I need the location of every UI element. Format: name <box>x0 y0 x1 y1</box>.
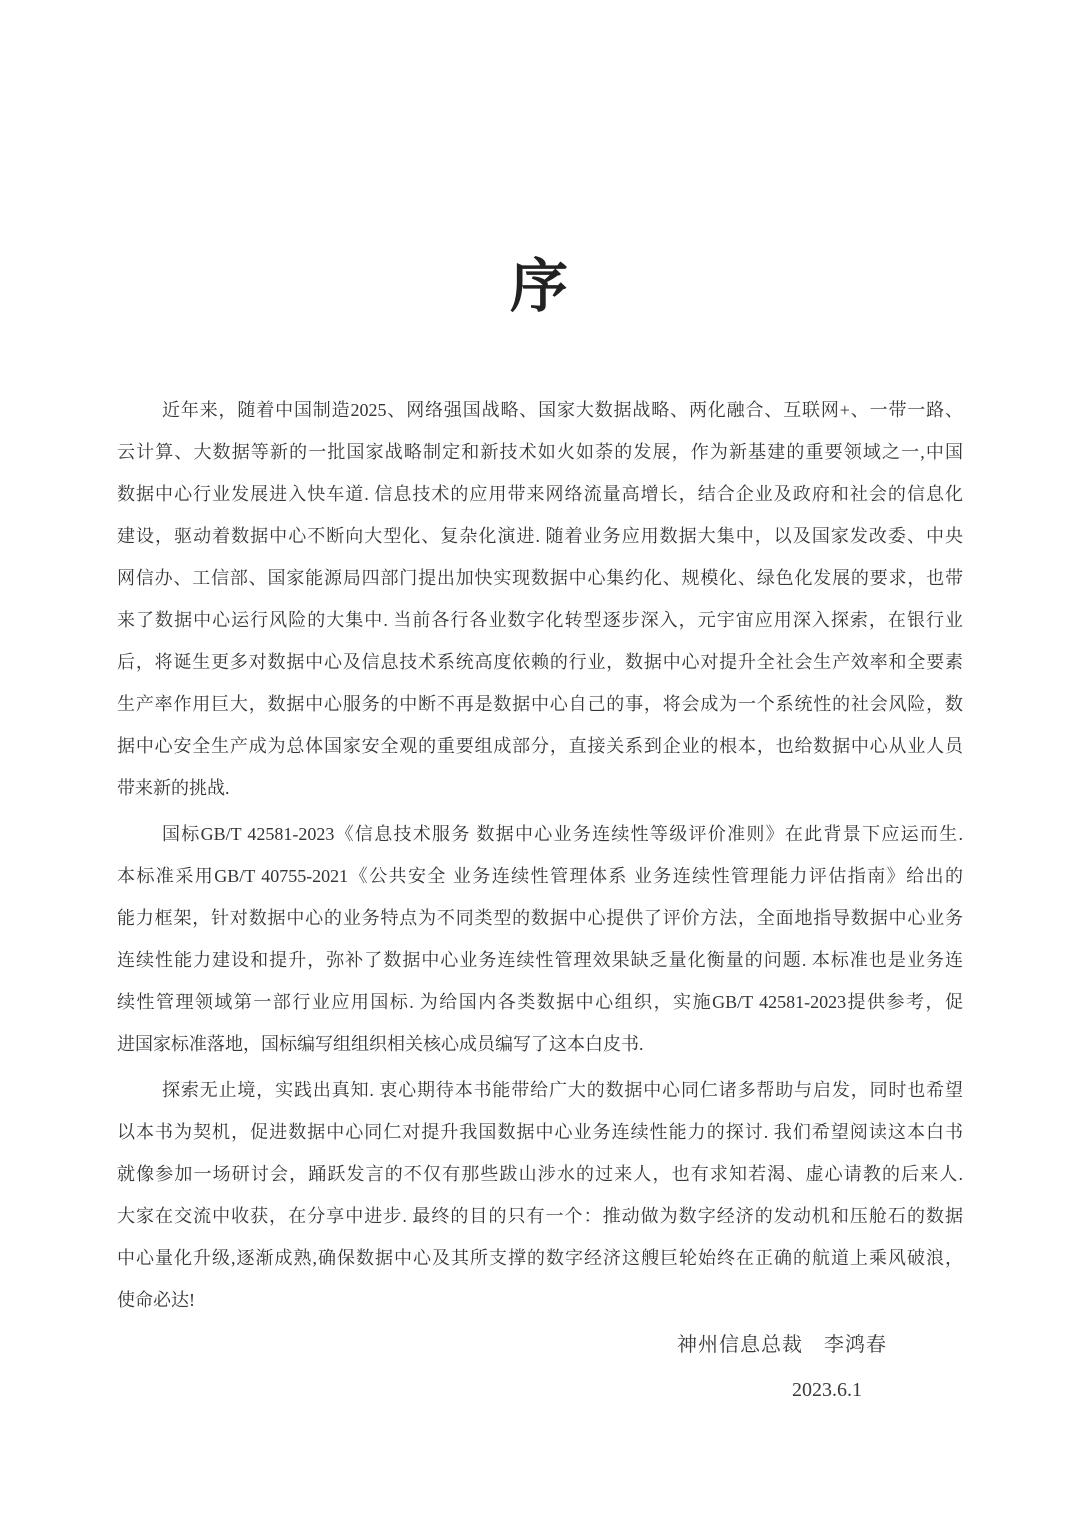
text-line: 使命必达! <box>117 1290 195 1310</box>
text-line: 生产率作用巨大，数据中心服务的中断不再是数据中心自己的事，将会成为一个系统性的社会风险，数 <box>117 694 963 714</box>
text-line: 数据中心行业发展进入快车道. 信息技术的应用带来网络流量高增长，结合企业及政府和社会的信息化 <box>117 484 963 504</box>
paragraph-3 <box>117 1069 963 1321</box>
text-line: 本标准采用GB/T 40755-2021《公共安全 业务连续性管理体系 业务连续性管理能力评估指南》给出的 <box>117 866 963 886</box>
text-line: 建设，驱动着数据中心不断向大型化、复杂化演进. 随着业务应用数据大集中，以及国家发改委、中央 <box>117 526 963 546</box>
text-line: 中心量化升级,逐渐成熟,确保数据中心及其所支撑的数字经济这艘巨轮始终在正确的航道上乘风破浪， <box>117 1248 963 1268</box>
text-line: 云计算、大数据等新的一批国家战略制定和新技术如火如荼的发展，作为新基建的重要领域之一,中国 <box>117 442 963 462</box>
page-title: 序 <box>509 254 570 319</box>
text-line: 以本书为契机，促进数据中心同仁对提升我国数据中心业务连续性能力的探讨. 我们希望阅读这本白书 <box>117 1122 963 1142</box>
date-line: 2023.6.1 <box>792 1379 862 1401</box>
text-line: 能力框架，针对数据中心的业务特点为不同类型的数据中心提供了评价方法，全面地指导数据中心业务 <box>117 908 963 928</box>
text-line: 据中心安全生产成为总体国家安全观的重要组成部分，直接关系到企业的根本，也给数据中心从业人员 <box>117 736 963 756</box>
text-line: 国标GB/T 42581-2023《信息技术服务 数据中心业务连续性等级评价准则》在此背景下应运而生. <box>162 824 963 844</box>
text-line: 续性管理领域第一部行业应用国标. 为给国内各类数据中心组织，实施GB/T 42581-2023提供参考，促 <box>117 992 963 1012</box>
text-line: 近年来，随着中国制造2025、网络强国战略、国家大数据战略、两化融合、互联网+、一带一路、 <box>162 400 963 420</box>
text-line: 后，将诞生更多对数据中心及信息技术系统高度依赖的行业，数据中心对提升全社会生产效率和全要素 <box>117 652 963 672</box>
text-line: 连续性能力建设和提升，弥补了数据中心业务连续性管理效果缺乏量化衡量的问题. 本标准也是业务连 <box>117 950 963 970</box>
text-line: 就像参加一场研讨会，踊跃发言的不仅有那些跋山涉水的过来人，也有求知若渴、虚心请教的后来人. <box>117 1164 963 1184</box>
signature-line: 神州信息总裁 李鸿春 <box>677 1334 887 1356</box>
text-line: 网信办、工信部、国家能源局四部门提出加快实现数据中心集约化、规模化、绿色化发展的要求，也带 <box>117 568 963 588</box>
text-line: 带来新的挑战. <box>117 778 230 798</box>
text-line: 来了数据中心运行风险的大集中. 当前各行各业数字化转型逐步深入，元宇宙应用深入探索，在银行业 <box>117 610 963 630</box>
text-line: 进国家标准落地，国标编写组组织相关核心成员编写了这本白皮书. <box>117 1034 644 1054</box>
text-line: 探索无止境，实践出真知. 衷心期待本书能带给广大的数据中心同仁诸多帮助与启发，同时也希望 <box>162 1080 963 1100</box>
paragraph-2 <box>117 813 963 1065</box>
paragraph-1 <box>117 389 963 809</box>
preface-body <box>117 389 963 1321</box>
text-line: 大家在交流中收获，在分享中进步. 最终的目的只有一个：推动做为数字经济的发动机和压舱石的数据 <box>117 1206 963 1226</box>
